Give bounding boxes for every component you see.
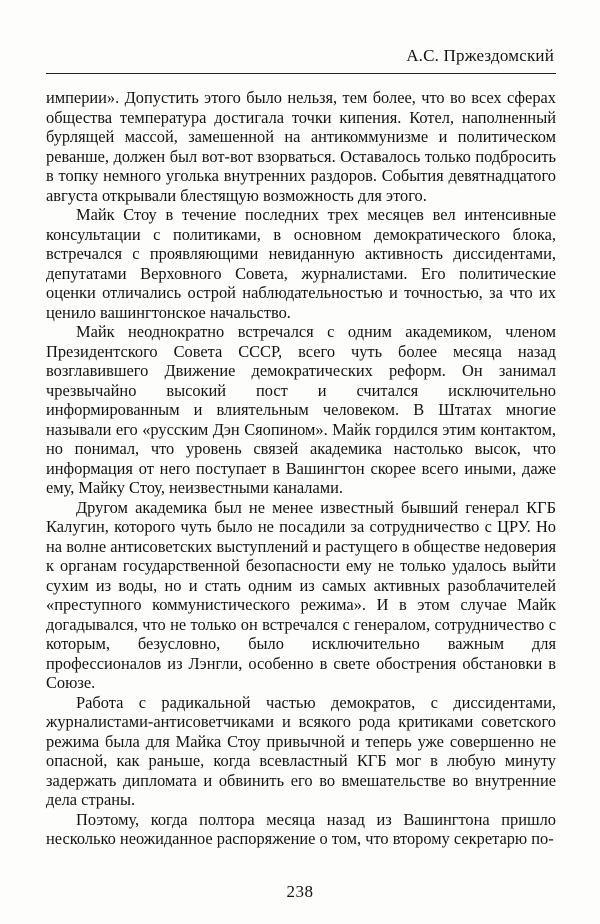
running-head-author: А.С. Пржездомский bbox=[406, 46, 554, 65]
paragraph: Другом академика был не менее известный бывший генерал КГБ Калугин, которого чуть было не посадили за сотрудничество с ЦРУ. Но на волне антисоветских выступлений и растущего в обществе недоверия к органам государственной безопасности ему не только удалось выйти сухим из воды, но и стать одним из самых активных разоблачителей «преступного коммунистического режима». И в этом случае Майк догадывался, что не только он встречался с генералом, сотрудничество с которым, безусловно, было исключительно важным для профессионалов из Лэнгли, особенно в свете обострения обстановки в Союзе. bbox=[46, 497, 556, 692]
page-body-text bbox=[46, 88, 556, 849]
page-number: 238 bbox=[286, 882, 314, 901]
header-rule bbox=[46, 73, 556, 74]
paragraph: Майк неоднократно встречался с одним академиком, членом Президентского Совета СССР, всего чуть более месяца назад возглавившего Движение демократических реформ. Он занимал чрезвычайно высокий пост и считался исключительно информированным и влиятельным человеком. В Штатах многие называли его «русским Дэн Сяопином». Майк гордился этим контактом, но понимал, что уровень связей академика настолько высок, что информация от него поступает в Вашингтон скорее всего иными, даже ему, Майку Стоу, неизвестными каналами. bbox=[46, 322, 556, 497]
paragraph: Работа с радикальной частью демократов, с диссидентами, журналистами-антисоветчиками и всякого рода критиками советского режима была для Майка Стоу привычной и теперь уже совершенно не опасной, как раньше, когда всевластный КГБ мог в любую минуту задержать дипломата и обвинить его во вмешательстве во внутренние дела страны. bbox=[46, 692, 556, 809]
paragraph: Майк Стоу в течение последних трех месяцев вел интенсивные консультации с политиками, в основном демократического блока, встречался с проявляющими невиданную активность диссидентами, депутатами Верховного Совета, журналистами. Его политические оценки отличались острой наблюдательностью и точностью, за что их ценило вашингтонское начальство. bbox=[46, 205, 556, 322]
paragraph: империи». Допустить этого было нельзя, тем более, что во всех сферах общества температура достигала точки кипения. Котел, наполненный бурлящей массой, замешенной на антикоммунизме и политическом реванше, должен был вот-вот взорваться. Оставалось только подбросить в топку немного уголька внутренних раздоров. События девятнадцатого августа открывали блестящую возможность для этого. bbox=[46, 88, 556, 205]
paragraph: Поэтому, когда полтора месяца назад из Вашингтона пришло несколько неожиданное распоряжение о том, что второму секретарю по- bbox=[46, 809, 556, 848]
